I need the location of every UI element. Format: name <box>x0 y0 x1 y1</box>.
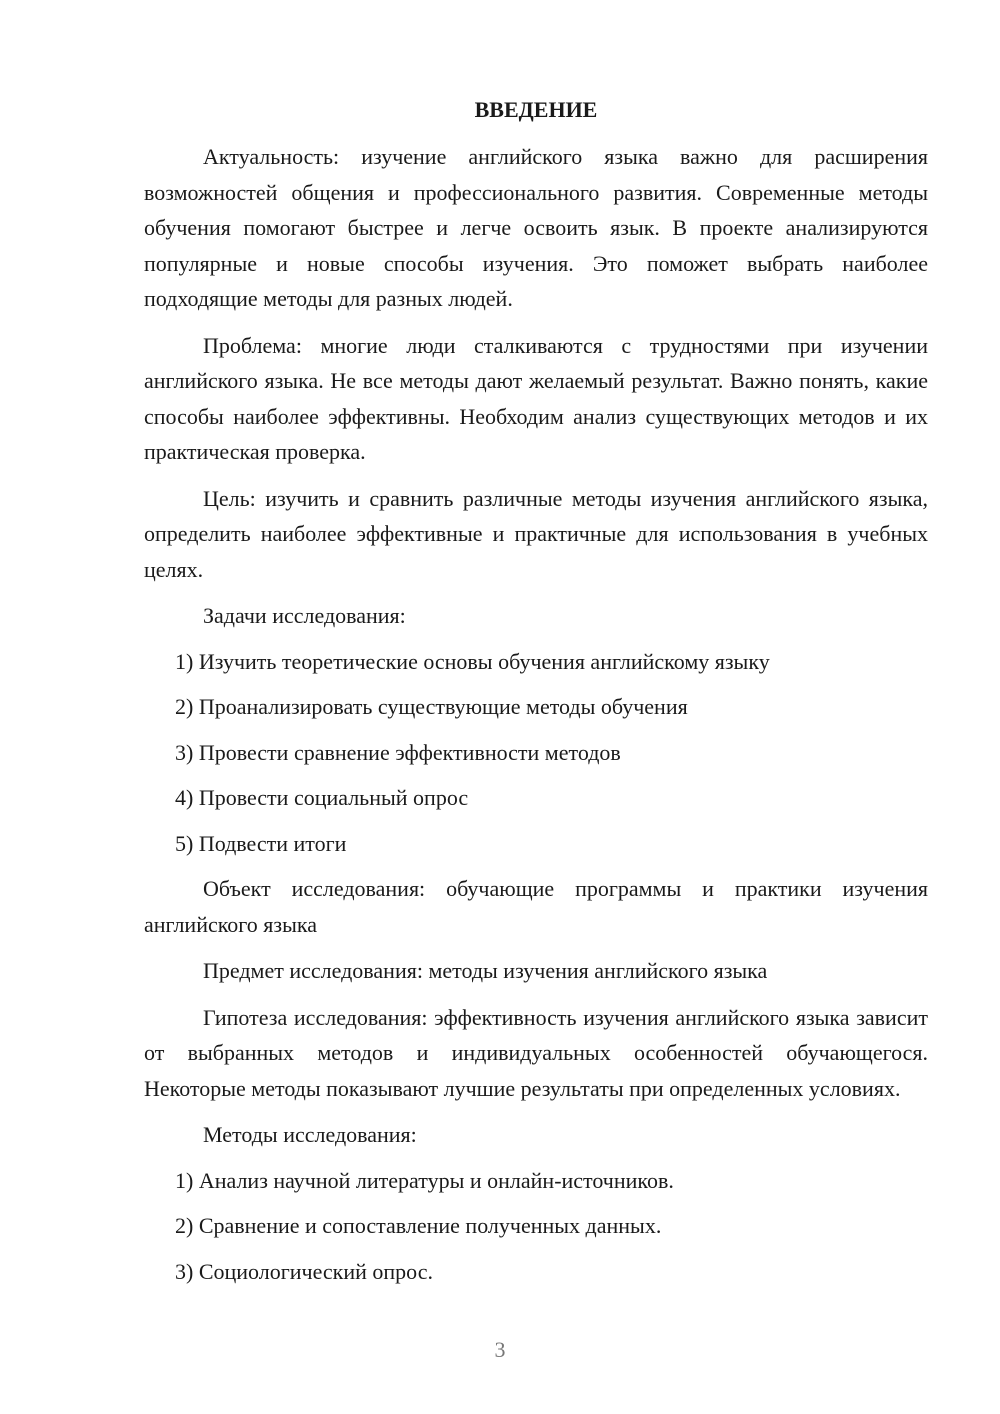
list-item: 1) Изучить теоретические основы обучения английскому языку <box>175 648 770 674</box>
list-item: 1) Анализ научной литературы и онлайн-источников. <box>175 1167 674 1193</box>
tasks-list <box>144 644 928 862</box>
goal-paragraph: Цель: изучить и сравнить различные методы изучения английского языка, определить наиболее эффективные и практичные для использования в учебных целях. <box>144 485 928 582</box>
page-content <box>144 92 928 1299</box>
list-item: 3) Провести сравнение эффективности методов <box>175 739 621 765</box>
list-item: 2) Сравнение и сопоставление полученных данных. <box>175 1213 662 1238</box>
methods-list <box>144 1163 928 1290</box>
list-item: 4) Провести социальный опрос <box>175 785 469 810</box>
methods-label: Методы исследования: <box>203 1122 417 1147</box>
relevance-paragraph: Актуальность: изучение английского языка важно для расширения возможностей общения и профессионального развития. Современные методы обучения помогают быстрее и легче освоить язык. В проекте анализируются популярные и новые способы изучения. Это поможет выбрать наиболее подходящие методы для разных людей. <box>144 144 928 311</box>
list-item: 2) Проанализировать существующие методы обучения <box>175 694 688 719</box>
hypothesis-paragraph: Гипотеза исследования: эффективность изучения английского языка зависит от выбранных методов и индивидуальных особенностей обучающегося. Некоторые методы показывают лучшие результаты при определенных условиях. <box>144 1004 928 1101</box>
list-item: 3) Социологический опрос. <box>175 1258 433 1284</box>
tasks-label: Задачи исследования: <box>203 603 406 628</box>
section-title: ВВЕДЕНИЕ <box>474 97 598 122</box>
page-number: 3 <box>494 1337 506 1362</box>
problem-paragraph: Проблема: многие люди сталкиваются с трудностями при изучении английского языка. Не все методы дают желаемый результат. Важно понять, какие способы наиболее эффективны. Необходим анализ существующих методов и их практическая проверка. <box>144 332 928 464</box>
subject-paragraph: Предмет исследования: методы изучения английского языка <box>203 958 768 983</box>
object-paragraph: Объект исследования: обучающие программы и практики изучения английского языка <box>144 876 928 937</box>
list-item: 5) Подвести итоги <box>175 830 347 856</box>
